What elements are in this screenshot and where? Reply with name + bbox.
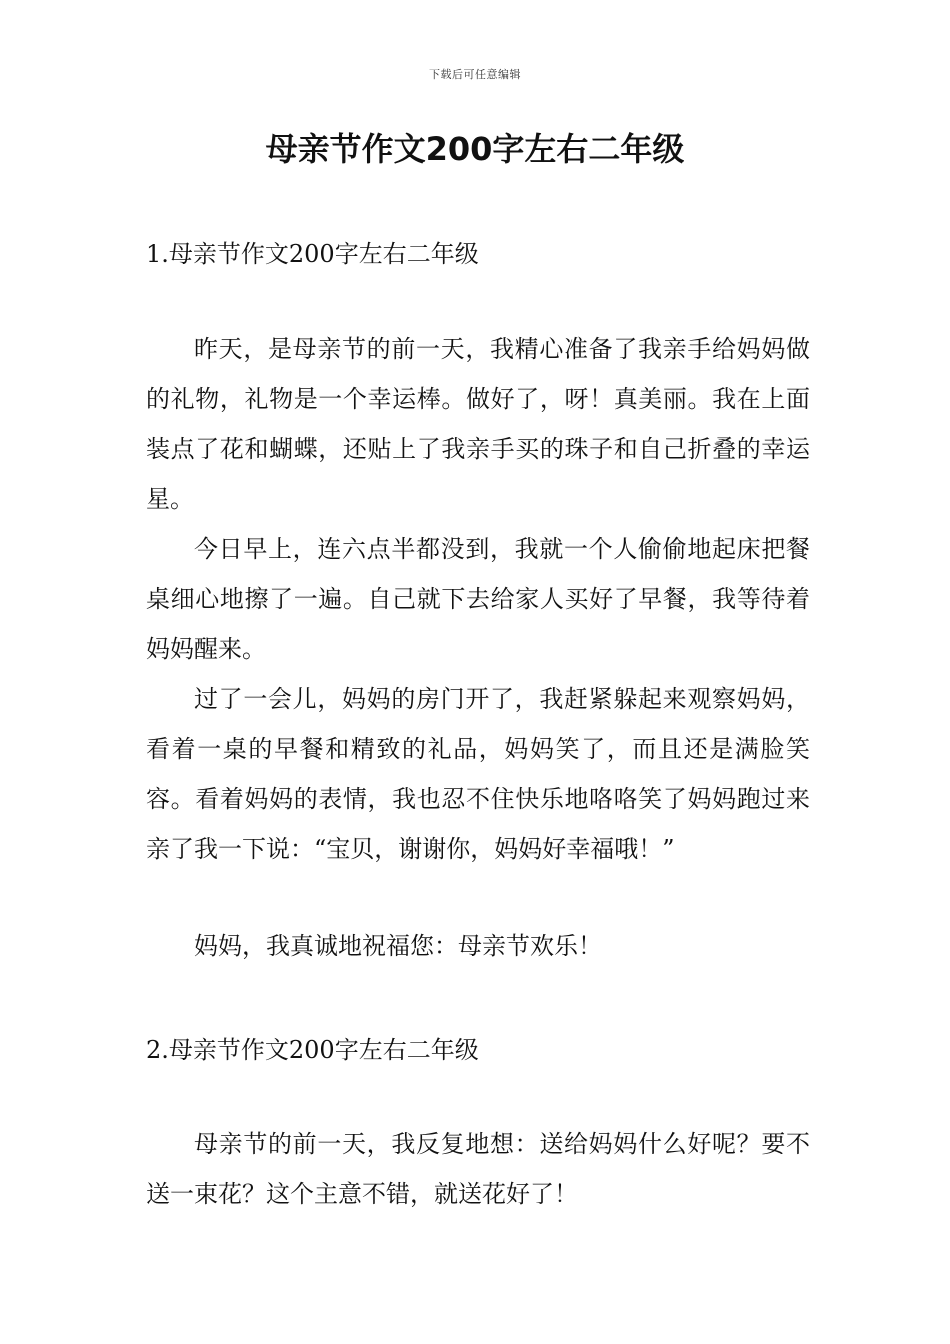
section-1-paragraph-2: 今日早上，连六点半都没到，我就一个人偷偷地起床把餐桌细心地擦了一遍。自己就下去给家人买好了早餐，我等待着妈妈醒来。	[146, 535, 810, 663]
section-2-heading: 2.母亲节作文200字左右二年级	[146, 1036, 479, 1064]
header-note: 下载后可任意编辑	[429, 68, 521, 81]
section-2-paragraph-1: 母亲节的前一天，我反复地想：送给妈妈什么好呢？要不送一束花？这个主意不错，就送花好了！	[146, 1130, 810, 1208]
section-1-paragraph-1: 昨天，是母亲节的前一天，我精心准备了我亲手给妈妈做的礼物，礼物是一个幸运棒。做好了，呀！真美丽。我在上面装点了花和蝴蝶，还贴上了我亲手买的珠子和自己折叠的幸运星。	[146, 335, 810, 513]
section-1-heading: 1.母亲节作文200字左右二年级	[146, 240, 479, 268]
section-1-paragraph-4: 妈妈，我真诚地祝福您：母亲节欢乐！	[194, 932, 602, 960]
section-1-paragraph-3: 过了一会儿，妈妈的房门开了，我赶紧躲起来观察妈妈，看着一桌的早餐和精致的礼品，妈妈笑了，而且还是满脸笑容。看着妈妈的表情，我也忍不住快乐地咯咯笑了妈妈跑过来亲了我一下说：“宝贝，谢谢你，妈妈好幸福哦！”	[146, 685, 810, 863]
document-title: 母亲节作文200字左右二年级	[265, 130, 685, 168]
